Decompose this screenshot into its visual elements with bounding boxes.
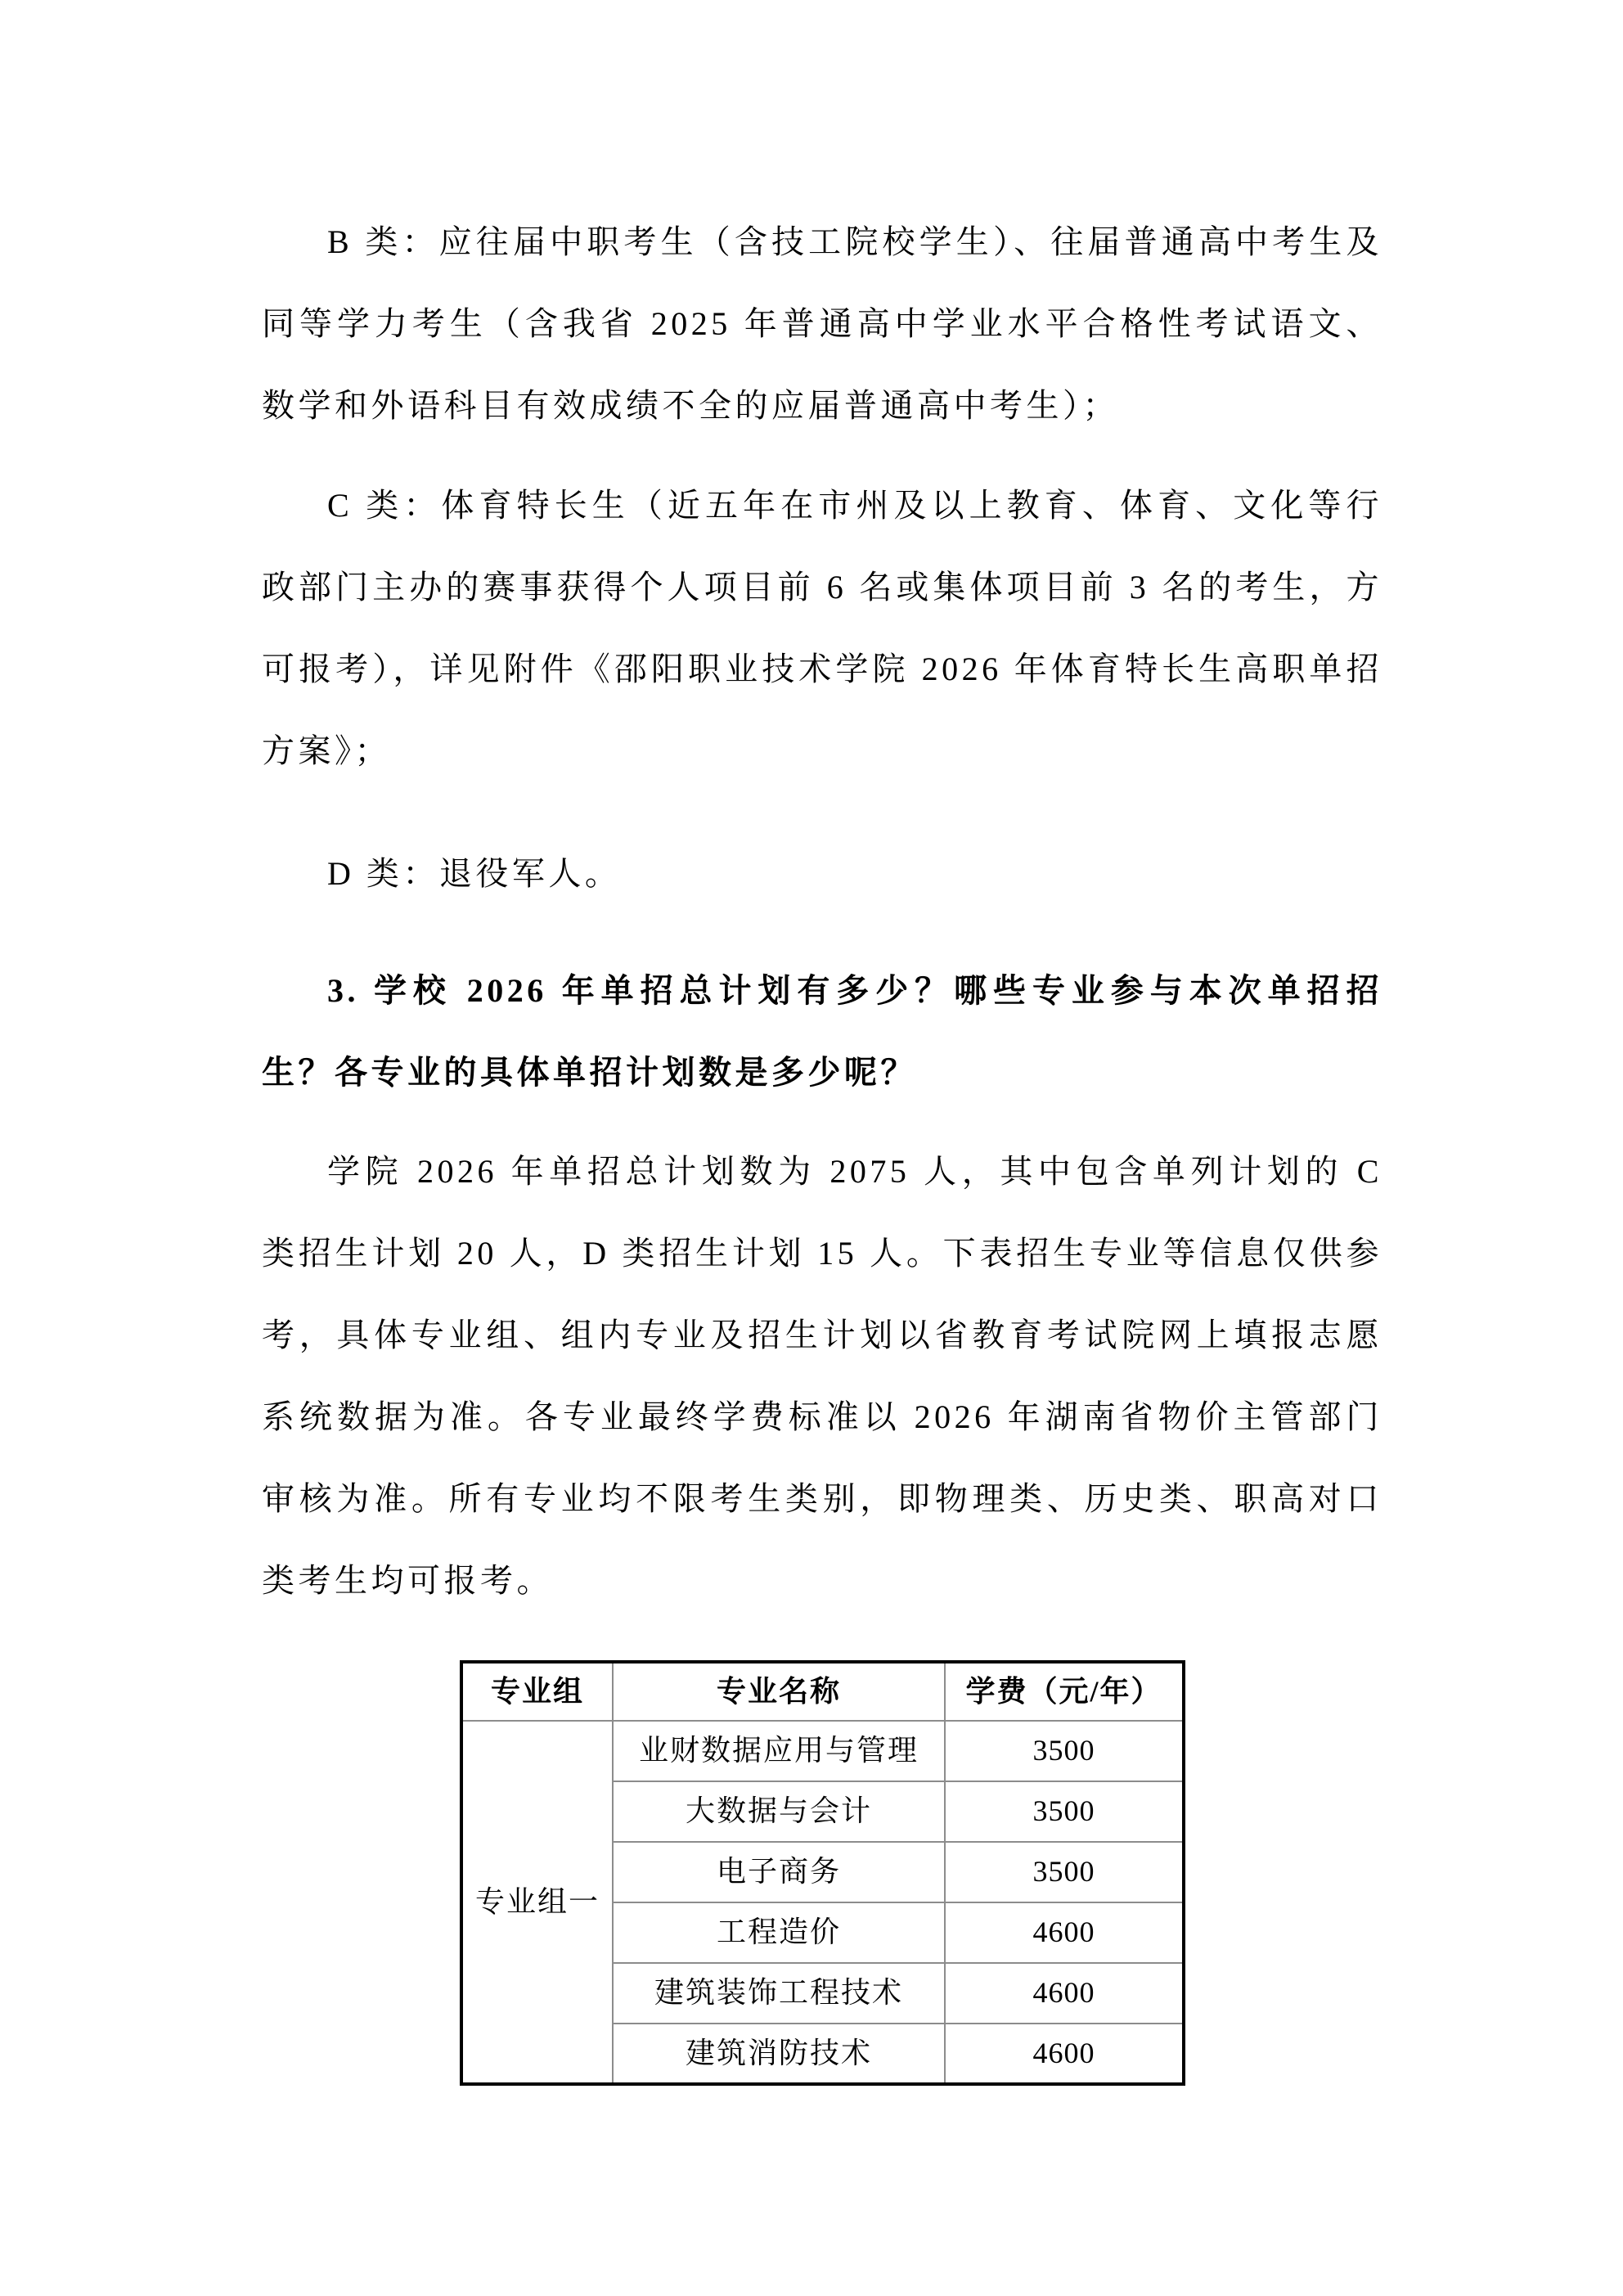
major-cell: 大数据与会计 <box>613 1781 945 1842</box>
column-header-fee: 学费（元/年） <box>945 1662 1184 1721</box>
paragraph-enrollment-plan: 学院 2026 年单招总计划数为 2075 人，其中包含单列计划的 C 类招生计划 20 人，D 类招生计划 15 人。下表招生专业等信息仅供参考，具体专业组、组内专业及招生计划以省教育考试院网上填报志愿系统数据为准。各专业最终学费标准以 2026 年湖南省物价主管部门审核为准。所有专业均不限考生类别，即物理类、历史类、职高对口类考生均可报考。 <box>262 1153 1382 1599</box>
major-cell: 工程造价 <box>613 1902 945 1963</box>
major-cell: 电子商务 <box>613 1842 945 1902</box>
column-header-group: 专业组 <box>461 1662 613 1721</box>
question-heading: 3. 学校 2026 年单招总计划有多少？哪些专业参与本次单招招生？各专业的具体单招计划数是多少呢？ <box>262 972 1382 1091</box>
document-body <box>262 0 1382 2086</box>
major-cell: 建筑装饰工程技术 <box>613 1963 945 2024</box>
fee-cell: 3500 <box>945 1842 1184 1902</box>
major-cell: 建筑消防技术 <box>613 2024 945 2084</box>
column-header-major: 专业名称 <box>613 1662 945 1721</box>
table-row <box>461 1721 1184 1781</box>
tuition-table-body <box>461 1721 1184 2084</box>
fee-cell: 4600 <box>945 1963 1184 2024</box>
paragraph-category-d: D 类：退役军人。 <box>327 855 622 892</box>
fee-cell: 3500 <box>945 1721 1184 1781</box>
fee-cell: 3500 <box>945 1781 1184 1842</box>
paragraph-category-b: B 类：应往届中职考生（含技工院校学生）、往届普通高中考生及同等学力考生（含我省 2025 年普通高中学业水平合格性考试语文、数学和外语科目有效成绩不全的应届普通高中考生）； <box>262 223 1382 424</box>
fee-cell: 4600 <box>945 2024 1184 2084</box>
group-cell: 专业组一 <box>461 1721 613 2084</box>
major-cell: 业财数据应用与管理 <box>613 1721 945 1781</box>
tuition-table <box>460 1660 1185 2086</box>
paragraph-category-c: C 类：体育特长生（近五年在市州及以上教育、体育、文化等行政部门主办的赛事获得个人项目前 6 名或集体项目前 3 名的考生，方可报考），详见附件《邵阳职业技术学院 2026 年体育特长生高职单招方案》； <box>262 487 1382 769</box>
header-row <box>461 1662 1184 1721</box>
tuition-table-header <box>461 1662 1184 1721</box>
fee-cell: 4600 <box>945 1902 1184 1963</box>
